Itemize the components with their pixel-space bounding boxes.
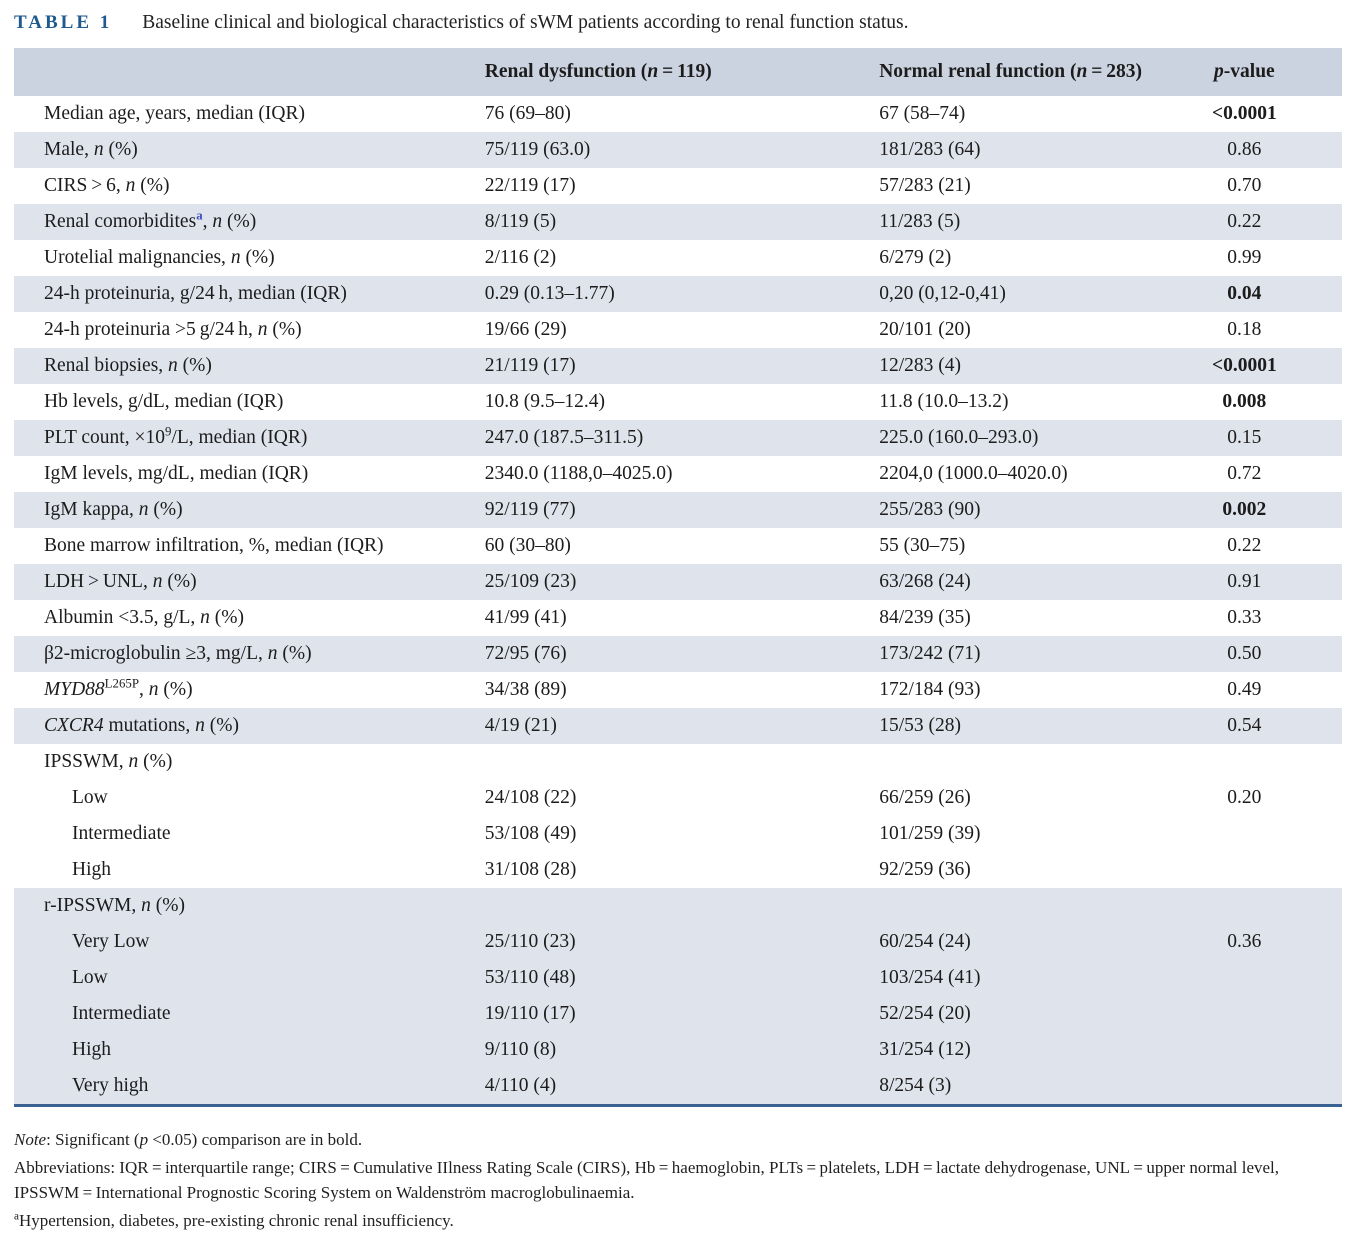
cell-renal-dysfunction: 24/108 (22) xyxy=(484,787,577,808)
table-row xyxy=(14,600,1342,636)
cell-normal-renal-function: 67 (58–74) xyxy=(879,103,966,124)
cell-p-value xyxy=(1155,744,1342,780)
cell-normal-renal-function: 225.0 (160.0–293.0) xyxy=(879,427,1039,448)
cell-p-value: 0.22 xyxy=(1227,211,1262,232)
row-label: IgM levels, mg/dL, median (IQR) xyxy=(44,463,309,484)
row-label: Bone marrow infiltration, %, median (IQR) xyxy=(44,535,384,556)
cell-p-value xyxy=(1155,852,1342,888)
cell-renal-dysfunction: 4/110 (4) xyxy=(484,1075,557,1096)
table-row xyxy=(14,960,1342,996)
cell-normal-renal-function: 181/283 (64) xyxy=(879,139,981,160)
cell-normal-renal-function: 103/254 (41) xyxy=(879,967,981,988)
row-label: $MYD88^{L265P}$, n (%) xyxy=(44,676,193,700)
cell-normal-renal-function: 12/283 (4) xyxy=(879,355,961,376)
footnote-note: Note: Significant (p <0.05) comparison are in bold. xyxy=(14,1130,363,1149)
table-row xyxy=(14,420,1342,456)
row-label: Very Low xyxy=(72,931,150,952)
table-row xyxy=(14,276,1342,312)
cell-renal-dysfunction: 2/116 (2) xyxy=(484,247,557,268)
table-row xyxy=(14,816,1342,852)
cell-renal-dysfunction: 2340.0 (1188,0–4025.0) xyxy=(484,463,673,484)
table-row xyxy=(14,492,1342,528)
cell-renal-dysfunction: 10.8 (9.5–12.4) xyxy=(484,391,606,412)
cell-p-value: 0.04 xyxy=(1227,283,1262,304)
cell-p-value: 0.91 xyxy=(1227,571,1262,592)
cell-normal-renal-function: 52/254 (20) xyxy=(879,1003,971,1024)
cell-p-value: 0.002 xyxy=(1222,499,1267,520)
footnote-a: $^a$Hypertension, diabetes, pre-existing chronic renal insufficiency. xyxy=(14,1209,454,1230)
cell-normal-renal-function: 92/259 (36) xyxy=(879,859,971,880)
table-row xyxy=(14,708,1342,744)
table-row xyxy=(14,996,1342,1032)
cell-p-value xyxy=(1155,1068,1342,1106)
cell-p-value xyxy=(1155,1032,1342,1068)
cell-p-value: 0.18 xyxy=(1227,319,1262,340)
header-normal-renal-function: Normal renal function (n = 283) xyxy=(877,48,1155,96)
cell-renal-dysfunction: 8/119 (5) xyxy=(484,211,557,232)
cell-normal-renal-function: 66/259 (26) xyxy=(879,787,971,808)
cell-normal-renal-function: 173/242 (71) xyxy=(879,643,981,664)
table-row xyxy=(14,672,1342,708)
table-row xyxy=(14,780,1342,816)
table-header xyxy=(14,48,1342,96)
row-label: Low xyxy=(72,787,108,808)
header-empty xyxy=(14,48,483,96)
row-label: Intermediate xyxy=(72,823,171,844)
cell-normal-renal-function: 2204,0 (1000.0–4020.0) xyxy=(879,463,1068,484)
cell-p-value: 0.49 xyxy=(1227,679,1262,700)
cell-normal-renal-function: 11.8 (10.0–13.2) xyxy=(879,391,1009,412)
cell-normal-renal-function xyxy=(877,888,1155,924)
cell-renal-dysfunction: 53/110 (48) xyxy=(484,967,576,988)
table-row xyxy=(14,564,1342,600)
table-row xyxy=(14,528,1342,564)
row-label: Very high xyxy=(72,1075,149,1096)
cell-normal-renal-function: 6/279 (2) xyxy=(879,247,952,268)
table-body xyxy=(14,96,1342,1106)
cell-p-value: 0.22 xyxy=(1227,535,1262,556)
cell-p-value: <0.0001 xyxy=(1211,355,1277,376)
cell-normal-renal-function: 255/283 (90) xyxy=(879,499,981,520)
cell-normal-renal-function: 11/283 (5) xyxy=(879,211,961,232)
row-label: Low xyxy=(72,967,108,988)
table-row xyxy=(14,852,1342,888)
table-row xyxy=(14,924,1342,960)
cell-p-value: 0.70 xyxy=(1227,175,1262,196)
cell-normal-renal-function: 84/239 (35) xyxy=(879,607,971,628)
cell-renal-dysfunction: 4/19 (21) xyxy=(484,715,557,736)
row-label: r-IPSSWM, n (%) xyxy=(44,895,185,916)
table-row xyxy=(14,96,1342,132)
row-label: CXCR4 mutations, n (%) xyxy=(44,715,239,736)
cell-normal-renal-function: 60/254 (24) xyxy=(879,931,971,952)
cell-normal-renal-function: 15/53 (28) xyxy=(879,715,961,736)
cell-renal-dysfunction: 31/108 (28) xyxy=(484,859,577,880)
cell-renal-dysfunction: 75/119 (63.0) xyxy=(484,139,591,160)
cell-normal-renal-function: 172/184 (93) xyxy=(879,679,981,700)
cell-p-value xyxy=(1155,888,1342,924)
header-p-value: p-value xyxy=(1155,48,1342,96)
table-row xyxy=(14,132,1342,168)
row-label: β2-microglobulin ≥3, mg/L, n (%) xyxy=(44,643,312,664)
table-row xyxy=(14,312,1342,348)
row-label: LDH > UNL, n (%) xyxy=(44,571,197,592)
cell-normal-renal-function: 8/254 (3) xyxy=(879,1075,952,1096)
row-label: Renal comorbidites$^a$, n (%) xyxy=(44,208,257,232)
cell-p-value: 0.008 xyxy=(1222,391,1267,412)
cell-renal-dysfunction: 92/119 (77) xyxy=(484,499,576,520)
cell-p-value: 0.20 xyxy=(1227,787,1262,808)
cell-p-value: 0.99 xyxy=(1227,247,1262,268)
footnote-abbreviations: Abbreviations: IQR = interquartile range; CIRS = Cumulative IIlness Rating Scale (CIRS), Hb = haemoglobin, PLTs = platelets, LDH = lactate dehydrogenase, UNL = upper normal level, IPSSWM = International Prognostic Scoring System on Waldenström macroglobulinaemia. xyxy=(14,1157,1280,1202)
cell-renal-dysfunction: 247.0 (187.5–311.5) xyxy=(484,427,644,448)
cell-renal-dysfunction xyxy=(483,744,877,780)
row-label: Intermediate xyxy=(72,1003,171,1024)
row-label: PLT count, $\times 10^9/L$, median (IQR) xyxy=(44,424,308,448)
cell-normal-renal-function: 57/283 (21) xyxy=(879,175,971,196)
cell-renal-dysfunction: 19/66 (29) xyxy=(484,319,567,340)
cell-p-value: 0.15 xyxy=(1227,427,1262,448)
cell-p-value: 0.54 xyxy=(1227,715,1262,736)
footnotes xyxy=(14,1127,1342,1233)
table-row xyxy=(14,636,1342,672)
cell-normal-renal-function xyxy=(877,744,1155,780)
cell-normal-renal-function: 55 (30–75) xyxy=(879,535,966,556)
table-row xyxy=(14,384,1342,420)
cell-p-value xyxy=(1155,996,1342,1032)
row-label: High xyxy=(72,859,111,880)
table-row xyxy=(14,204,1342,240)
cell-p-value: 0.33 xyxy=(1227,607,1262,628)
cell-renal-dysfunction: 76 (69–80) xyxy=(484,103,571,124)
cell-normal-renal-function: 63/268 (24) xyxy=(879,571,971,592)
row-label: 24-h proteinuria, g/24 h, median (IQR) xyxy=(44,283,347,304)
header-row xyxy=(14,48,1342,96)
row-label: IPSSWM, n (%) xyxy=(44,751,173,772)
cell-renal-dysfunction: 72/95 (76) xyxy=(484,643,567,664)
clinical-characteristics-table xyxy=(14,48,1342,1107)
cell-renal-dysfunction: 25/109 (23) xyxy=(484,571,577,592)
cell-normal-renal-function: 0,20 (0,12-0,41) xyxy=(879,283,1006,304)
table-row xyxy=(14,1068,1342,1106)
table-title xyxy=(14,12,1342,34)
row-label: Male, n (%) xyxy=(44,139,138,160)
row-label: CIRS > 6, n (%) xyxy=(44,175,170,196)
row-label: High xyxy=(72,1039,111,1060)
cell-p-value: 0.72 xyxy=(1227,463,1262,484)
cell-p-value xyxy=(1155,816,1342,852)
cell-renal-dysfunction: 41/99 (41) xyxy=(484,607,567,628)
cell-renal-dysfunction xyxy=(483,888,877,924)
cell-renal-dysfunction: 53/108 (49) xyxy=(484,823,577,844)
cell-normal-renal-function: 31/254 (12) xyxy=(879,1039,971,1060)
row-label: Hb levels, g/dL, median (IQR) xyxy=(44,391,284,412)
table-row xyxy=(14,348,1342,384)
cell-p-value: <0.0001 xyxy=(1211,103,1277,124)
cell-p-value xyxy=(1155,960,1342,996)
row-label: Renal biopsies, n (%) xyxy=(44,355,212,376)
cell-p-value: 0.36 xyxy=(1227,931,1262,952)
row-label: IgM kappa, n (%) xyxy=(44,499,183,520)
table-row xyxy=(14,456,1342,492)
row-label: Urotelial malignancies, n (%) xyxy=(44,247,275,268)
cell-renal-dysfunction: 25/110 (23) xyxy=(484,931,576,952)
table-row xyxy=(14,744,1342,780)
cell-renal-dysfunction: 19/110 (17) xyxy=(484,1003,576,1024)
cell-renal-dysfunction: 34/38 (89) xyxy=(484,679,567,700)
table-number: TABLE 1 xyxy=(14,12,113,33)
cell-renal-dysfunction: 9/110 (8) xyxy=(484,1039,557,1060)
table-row xyxy=(14,240,1342,276)
cell-normal-renal-function: 20/101 (20) xyxy=(879,319,971,340)
cell-normal-renal-function: 101/259 (39) xyxy=(879,823,981,844)
table-row xyxy=(14,888,1342,924)
cell-renal-dysfunction: 0.29 (0.13–1.77) xyxy=(484,283,615,304)
cell-renal-dysfunction: 22/119 (17) xyxy=(484,175,576,196)
cell-p-value: 0.50 xyxy=(1227,643,1262,664)
table-row xyxy=(14,1032,1342,1068)
table-row xyxy=(14,168,1342,204)
cell-p-value: 0.86 xyxy=(1227,139,1262,160)
row-label: Median age, years, median (IQR) xyxy=(44,103,305,124)
row-label: Albumin <3.5, g/L, n (%) xyxy=(44,607,245,628)
header-renal-dysfunction: Renal dysfunction (n = 119) xyxy=(483,48,877,96)
cell-renal-dysfunction: 60 (30–80) xyxy=(484,535,571,556)
row-label: 24-h proteinuria >5 g/24 h, n (%) xyxy=(44,319,302,340)
cell-renal-dysfunction: 21/119 (17) xyxy=(484,355,576,376)
table-caption: Baseline clinical and biological characteristics of sWM patients according to renal function status. xyxy=(142,12,909,33)
